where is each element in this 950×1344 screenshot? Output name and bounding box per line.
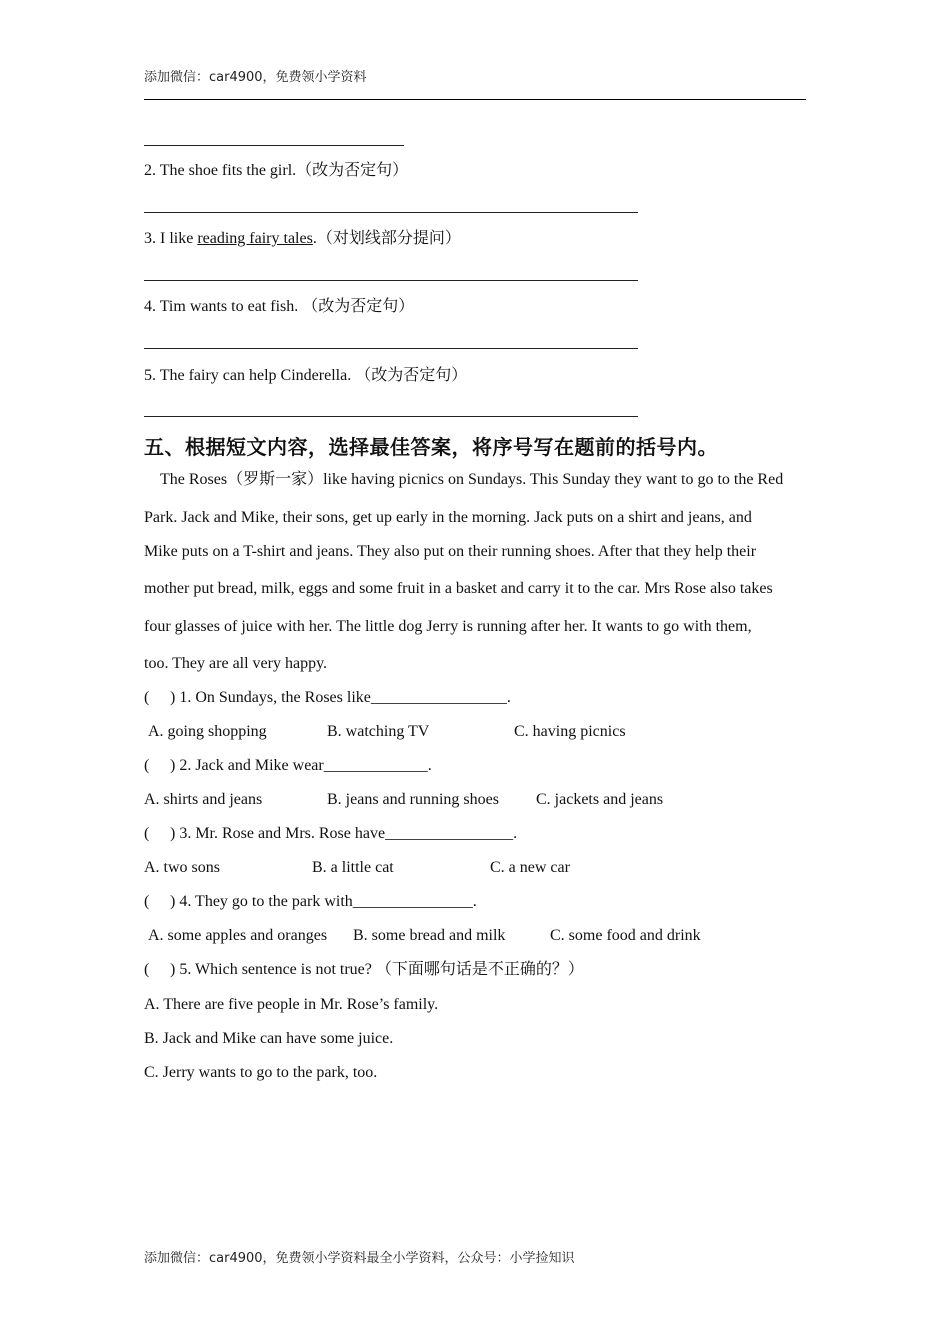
passage-line: The Roses（罗斯一家）like having picnics on Sundays. This Sunday they want to go to the Red [160,471,784,488]
page-footer: 添加微信：car4900，免费领小学资料最全小学资料，公众号：小学捡知识 [144,1251,575,1266]
option: A. two sons [144,859,221,876]
option: C. some food and drink [550,927,701,944]
page-header: 添加微信：car4900，免费领小学资料 [144,70,367,85]
header-rule [144,99,806,100]
item-instruction: （改为否定句） [298,298,415,315]
answer-blank [144,145,404,146]
answer-bracket-open[interactable]: ( [144,961,150,978]
question [144,688,511,708]
answer-bracket-close: ) [170,893,176,910]
question-text: 2. Jack and Mike wear_____________. [179,757,432,774]
option: C. Jerry wants to go to the park, too. [144,1064,378,1081]
passage-line: mother put bread, milk, eggs and some fruit in a basket and carry it to the car. Mrs Rose also takes [144,580,773,597]
question [144,824,517,844]
answer-blank [144,280,638,281]
question-text: 4. They go to the park with_______________. [179,893,477,910]
option: B. some bread and milk [353,927,506,944]
answer-blank [144,416,638,417]
question [144,960,584,980]
item-number: 2. [144,162,156,179]
option: A. going shopping [148,723,267,740]
rewrite-item [144,161,408,181]
option: C. having picnics [514,723,626,740]
rewrite-item [144,229,461,249]
question-text: 1. On Sundays, the Roses like_________________. [179,689,511,706]
option: C. a new car [490,859,570,876]
option: B. a little cat [312,859,394,876]
question [144,892,477,912]
passage-line: Mike puts on a T-shirt and jeans. They also put on their running shoes. After that they help their [144,543,757,560]
answer-bracket-open[interactable]: ( [144,757,150,774]
option: A. shirts and jeans [144,791,263,808]
option: C. jackets and jeans [536,791,664,808]
item-instruction: （改为否定句） [351,367,468,384]
answer-bracket-open[interactable]: ( [144,689,150,706]
item-instruction: （改为否定句） [296,162,409,179]
item-number: 5. [144,367,156,384]
item-instruction: （对划线部分提问） [316,230,461,247]
item-sentence: The fairy can help Cinderella. [159,367,352,384]
answer-bracket-close: ) [170,825,176,842]
question-text: 3. Mr. Rose and Mrs. Rose have________________. [179,825,518,842]
answer-bracket-open[interactable]: ( [144,893,150,910]
passage-line: four glasses of juice with her. The little dog Jerry is running after her. It wants to go with them, [144,618,752,635]
answer-blank [144,212,638,213]
passage-line: Park. Jack and Mike, their sons, get up early in the morning. Jack puts on a shirt and jeans, and [144,509,752,526]
rewrite-item [144,366,467,386]
question [144,756,432,776]
answer-bracket-close: ) [170,961,176,978]
answer-bracket-open[interactable]: ( [144,825,150,842]
answer-blank [144,348,638,349]
rewrite-item [144,297,414,317]
item-number: 4. [144,298,156,315]
item-sentence: Tim wants to eat fish. [159,298,299,315]
item-sentence: The shoe fits the girl. [159,162,297,179]
answer-bracket-close: ) [170,757,176,774]
option: A. some apples and oranges [148,927,328,944]
answer-bracket-close: ) [170,689,176,706]
option: B. jeans and running shoes [327,791,499,808]
question-text: 5. Which sentence is not true? （下面哪句话是不正确的？） [179,961,584,978]
item-sentence-pre: I like [160,230,198,247]
option: B. watching TV [327,723,430,740]
item-sentence-post: . [312,230,317,247]
passage-line: too. They are all very happy. [144,655,328,672]
item-sentence-underlined: reading fairy tales [197,230,313,247]
item-number: 3. [144,230,156,247]
section-title: 五、根据短文内容，选择最佳答案，将序号写在题前的括号内。 [144,435,718,459]
option: A. There are five people in Mr. Rose’s family. [144,996,439,1013]
option: B. Jack and Mike can have some juice. [144,1030,394,1047]
